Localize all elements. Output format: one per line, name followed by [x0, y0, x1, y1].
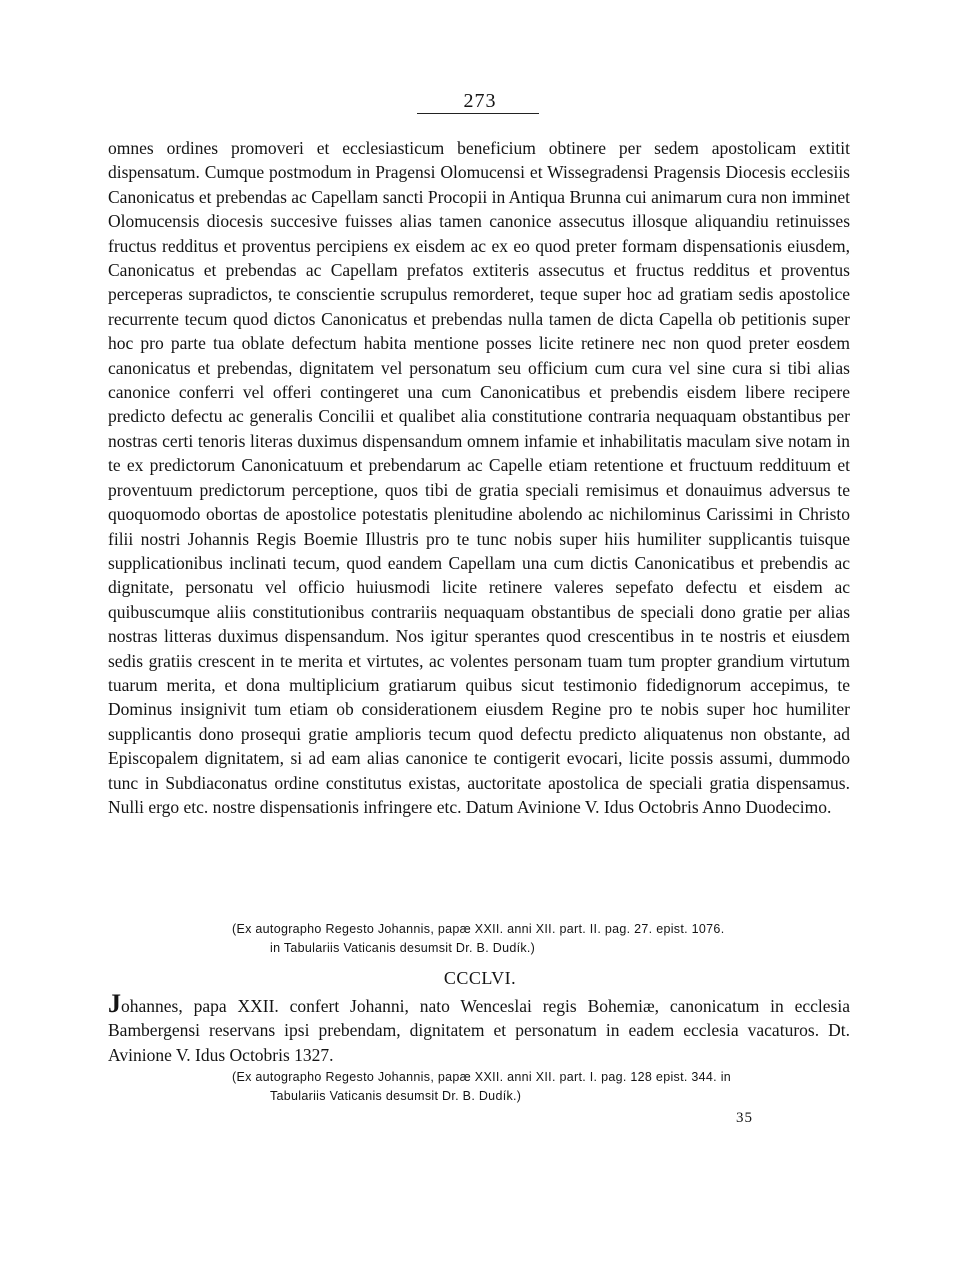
summary-text: ohannes, papa XXII. confert Johanni, nato Wenceslai regis Bohemiæ, canonicatum in ecclesia Bambergensi reservans ipsi prebendam, dignitatem et personatum in eadem ecclesia vacaturos. Dt. Avinione V. Idus Octobris 1327. [108, 996, 850, 1065]
document-heading: CCCLVI. [443, 968, 517, 988]
page-number-rule [417, 113, 539, 114]
source-note-1-line-1: (Ex autographo Regesto Johannis, papæ XXII. anni XII. part. II. pag. 27. epist. 1076. [232, 922, 725, 936]
page-number: 273 [463, 90, 497, 112]
drop-cap: J [108, 989, 121, 1018]
document-summary [108, 989, 850, 1067]
source-note-1-line-2: in Tabulariis Vaticanis desumsit Dr. B. Dudík.) [270, 941, 536, 955]
source-note-2-line-1: (Ex autographo Regesto Johannis, papæ XXII. anni XII. part. I. pag. 128 epist. 344. in [232, 1070, 732, 1084]
source-note-2-line-2: Tabulariis Vaticanis desumsit Dr. B. Dudík.) [270, 1089, 522, 1103]
body-paragraph: omnes ordines promoveri et ecclesiasticum beneficium obtinere per sedem apostolicam extitit dispensatum. Cumque postmodum in Pragensi Olomucensi et Wissegradensi Pragensis Diocesis ecclesiis Canonicatus et prebendas ac Capellam sancti Procopii in Antiqua Brunna cui animarum cura non imminet Olomucensis diocesis succesive fuisses alias tamen canonice assecutus illosque aliquandiu retinuisses fructus redditus et proventus percipiens ex eisdem ac ex eo quod preter formam dispensationis eiusdem, Canonicatus et prebendas ac Capellam prefatos extiteris assecutus et fructus redditus et proventus perceperas supradictos, te conscientie scrupulus remorderet, teque super hoc ad gratiam sedis apostolice recurrente tecum quod dictos Canonicatus et prebendas nulla tamen de dicta Capella ob petitionis super hoc pro parte tua oblate defectum habita mentione posses licite retinere nec non quod preter eosdem canonicatus et prebendas, dignitatem vel personatum seu officium cum cura vel sine cura si tibi alias canonice conferri vel offeri contingeret una cum Canonicatibus et prebendis eisdem libere recipere predicto defectu ac generalis Concilii et qualibet alia constitutione contraria nequaquam obstantibus per nostras certi tenoris literas duximus dispensandum omnem infamie et inhabilitatis maculam sive notam in te ex predictorum Canonicatuum et prebendarum ac Capelle etiam retentione et fructuum reddituum et proventuum predictorum perceptione, quos tibi de gratia speciali remisimus et donauimus adversus te quoquomodo obortas de apostolice potestatis plenitudine abolendo ac nichilominus Carissimi in Christo filii nostri Johannis Regis Boemie Illustris pro te tunc nobis super hiis humiliter supplicantis tuisque supplicationibus inclinati tecum, quod eandem Capellam una cum dictis Canonicatibus et prebendis ac dignitate, personatu vel officio huiusmodi licite retinere valeres sepefato defectu et eisdem ac quibuscumque aliis constitutionibus contrariis nequaquam obstantibus de speciali dono gratie per alias nostras litteras duximus dispensandum. Nos igitur sperantes quod crescentibus in te nostris et eiusdem sedis gratiis crescent in te merita et virtutes, ac volentes personam tuam tum propter grandium virtutum tuarum merita, et dona multiplicium gratiarum quibus sicut testimonio fidedignorum accepimus, te Dominus insignivit tum etiam ob considerationem eiusdem Regine pro te nobis super hoc humiliter supplicantis dono prosequi gratie amplioris tecum quod defectu predicto aliquatenus non obstante, ad Episcopalem dignitatem, si ad eam alias canonice te contigerit evocari, licite possis assumi, dummodo tunc in Subdiaconatus ordine constitutus existas, auctoritate apostolica de speciali gratia dispensamus. Nulli ergo etc. nostre dispensationis infringere etc. Datum Avinione V. Idus Octobris Anno Duodecimo. [108, 138, 850, 817]
source-note-1 [232, 920, 852, 958]
body-text [108, 136, 850, 819]
source-note-2 [232, 1068, 852, 1106]
signature-mark: 35 [736, 1110, 753, 1126]
